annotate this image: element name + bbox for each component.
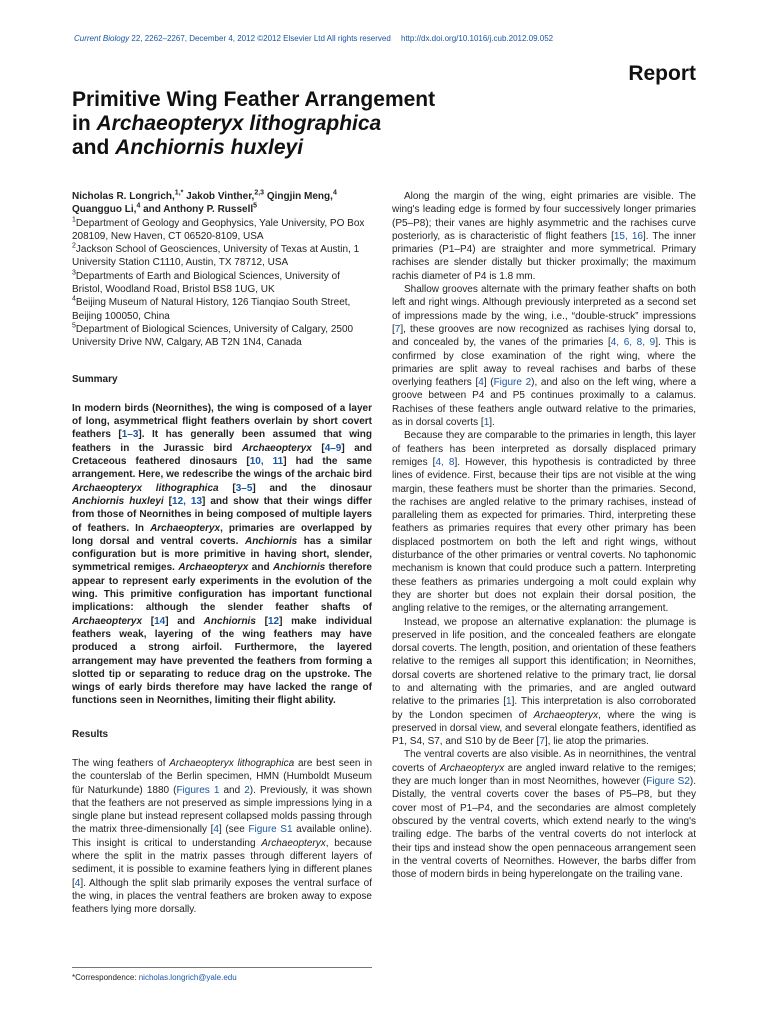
author-list: Nicholas R. Longrich,$^{1,*}$ Jakob Vinther,$^{2,3}$ Qingjin Meng,$^4$ Quangguo Li,$^4$ and Anthony P. Russell$^5$	[72, 189, 337, 216]
ref-link[interactable]: 1–3	[121, 429, 139, 441]
body-paragraph: Instead, we propose an alternative explanation: the plumage is preserved in life position, and the concealed feathers are elongate dorsal coverts. The length, position, and orientation of these feathers relative to the remiges all support this identification; in Neornithes, dorsal coverts are shortened relative to the primary tract, lie dorsal to and alternating with the primaries, and are angled outward relative to the primaries [1]. This interpretation is also corroborated by the London specimen of Archaeopteryx, where the wing is preserved in dorsal view, and several elongate feathers, identified as P1, S4, S7, and S10 by de Beer [7], lie atop the primaries.	[392, 616, 696, 748]
ref-link[interactable]: 7	[394, 323, 401, 335]
email-link[interactable]: nicholas.longrich@yale.edu	[138, 973, 237, 982]
journal-name: Current Biology	[74, 34, 130, 43]
ref-link[interactable]: 14	[154, 615, 166, 627]
right-column	[392, 190, 696, 881]
ref-link[interactable]: 4–9	[324, 442, 342, 454]
summary-paragraph: In modern birds (Neornithes), the wing is composed of a layer of long, asymmetrical flight feathers overlain by short covert feathers [1–3]. It has generally been assumed that wing feathers in the Jurassic bird Archaeopteryx [4–9] and Cretaceous feathered dinosaurs [10, 11] had the same arrangement. Here, we redescribe the wings of the archaic bird Archaeopteryx lithographica [3–5] and the dinosaur Anchiornis huxleyi [12, 13] and show that their wings differ from those of Neornithes in being composed of multiple layers of feathers. In Archaeopteryx, primaries are overlapped by long dorsal and ventral coverts. Anchiornis has a similar configuration but is more primitive in having short, slender, symmetrical remiges. Archaeopteryx and Anchiornis therefore appear to represent early experiments in the evolution of the wing. This primitive configuration has important functional implications: although the slender feather shafts of Archaeopteryx [14] and Anchiornis [12] make individual feathers weak, layering of the wing feathers may have produced a strong airfoil. Furthermore, the layered arrangement may have prevented the feathers from forming a slotted tip or separating to reduce drag on the upstroke. The wings of early birds therefore may have lacked the range of functions seen in Neornithes, limiting their flight ability.	[72, 402, 373, 707]
ref-link[interactable]: 7	[539, 736, 545, 748]
affiliation-2: $^2$Jackson School of Geosciences, University of Texas at Austin, 1 University Station C1110, Austin, TX 78712, USA	[72, 242, 360, 269]
body-paragraph: Shallow grooves alternate with the primary feather shafts on both left and right wings. Although previously interpreted as a second set of impressions made by the wing, i.e., “double-struck” impressions [7], these grooves are now recognized as rachises lying dorsal to, and concealed by, the vanes of the primaries [4, 6, 8, 9]. This is confirmed by close examination of the right wing, where the primaries are split away to reveal rachises and barbs of these overlying feathers [4] (Figure 2), and also on the left wing, where a groove between P4 and P5 continues proximally to a calamus. Rachises of these feathers angle outward relative to the primaries, as in dorsal coverts [1].	[392, 284, 697, 429]
ref-link[interactable]: 4	[478, 377, 484, 389]
affiliation-1: $^1$Department of Geology and Geophysics, Yale University, PO Box 208109, New Haven, CT 06520-8109, USA	[72, 216, 365, 242]
results-paragraph: The wing feathers of Archaeopteryx lithographica are best seen in the counterslab of the Berlin specimen, HMN (Humboldt Museum für Naturkunde) 1880 (Figures 1 and 2). Previously, it was shown that the feathers are not preserved as simple impressions lying in a single plane but instead represent collapsed molds passing through the matrix three-dimensionally [4] (see Figure S1 available online). This insight is critical to understanding Archaeopteryx, because where the split in the matrix passes through different layers of sediment, it is possible to examine feathers lying in different planes [4]. Although the split slab primarily exposes the ventral surface of the wing, in places the ventral feathers are broken away to expose feathers lying more dorsally.	[72, 757, 373, 916]
ref-link[interactable]: 12	[267, 615, 280, 627]
footnote-label: *Correspondence:	[72, 973, 139, 982]
figure-link[interactable]: Figure 2	[493, 377, 532, 389]
affiliations	[72, 217, 372, 350]
ref-link[interactable]: 3–5	[235, 482, 253, 494]
ref-link[interactable]: 1	[483, 417, 490, 429]
ref-link[interactable]: 4, 6, 8, 9	[610, 337, 656, 349]
affiliation-4: $^4$Beijing Museum of Natural History, 126 Tianqiao South Street, Beijing 100050, China	[72, 296, 351, 322]
figure-link[interactable]: Figure S2	[646, 776, 690, 788]
figure-link[interactable]: Figures 1	[176, 784, 220, 796]
ref-link[interactable]: 10, 11	[249, 456, 284, 468]
section-label: Report	[628, 62, 696, 85]
title-line-1: Primitive Wing Feather Arrangement	[72, 88, 436, 111]
title-line-3: and Anchiornis huxleyi	[72, 136, 304, 159]
ref-link[interactable]: 4	[74, 877, 81, 889]
correspondence-footnote	[72, 967, 372, 982]
ref-link[interactable]: 12, 13	[172, 495, 203, 507]
left-column	[72, 190, 372, 917]
ref-link[interactable]: 4, 8	[435, 456, 455, 468]
article-title	[72, 88, 532, 160]
citation-text: 22, 2262–2267, December 4, 2012 ©2012 Elsevier Ltd All rights reserved	[131, 34, 391, 43]
figure-link[interactable]: 2	[244, 784, 250, 796]
figure-link[interactable]: Figure S1	[248, 824, 293, 836]
body-paragraph: Because they are comparable to the primaries in length, this layer of feathers has been interpreted as dorsally displaced primary remiges [4, 8]. However, this hypothesis is contradicted by three lines of evidence. First, because their tips are not visible at the wing margin, these feathers must be shorter than the primaries. Second, the rachises are angled relative to the primary rachises, instead of paralleling them as expected for primaries. Third, interpreting these feathers as primaries requires that every other primary has been displaced postmortem on both the left and right wings, without disturbance of the other primaries or ventral coverts. No taphonomic mechanism is known that could produce such a pattern. Interpreting these feathers as primaries undergoing a molt could explain why they are shorter but does not explain their dorsal position, the angling relative to the remiges, or the alternating arrangement.	[392, 430, 696, 615]
body-paragraph: Along the margin of the wing, eight primaries are visible. The wing's leading edge is formed by four successively longer primaries (P5–P8); their vanes are highly asymmetric and the rachises curve posteriorly, as is characteristic of flight feathers [15, 16]. The inner primaries (P1–P4) are straighter and more symmetrical. Primary rachises are slender distally but thicker proximally; the maximum rachis diameter of P4 is 1.8 mm.	[392, 191, 696, 282]
title-line-2: in Archaeopteryx lithographica	[72, 112, 382, 135]
body-paragraph: The ventral coverts are also visible. As in neornithines, the ventral coverts of Archaeopteryx are angled inward relative to the remiges; they are much longer than in most Neornithes, however (Figure S2). Distally, the ventral coverts cover the bases of P5–P8, but they cover most of P1–P4, and the secondaries are almost completely obscured by the ventral coverts, which extend nearly to the wing's trailing edge. The barbs of the ventral coverts do not interlock at their tips and instead show the open pennaceous arrangement seen in the ventral coverts of Neornithes. However, the barbs differ from those of modern birds in being hyperelongate on the trailing vane.	[392, 749, 697, 881]
results-heading: Results	[72, 728, 109, 740]
affiliation-5: $^5$Department of Biological Sciences, University of Calgary, 2500 University Drive NW, Calgary, AB T2N 1N4, Canada	[72, 322, 354, 349]
ref-link[interactable]: 4	[213, 824, 219, 836]
summary-heading: Summary	[72, 373, 118, 385]
ref-link[interactable]: 15, 16	[613, 230, 643, 242]
doi-link[interactable]: http://dx.doi.org/10.1016/j.cub.2012.09.052	[401, 34, 554, 43]
affiliation-3: $^3$Departments of Earth and Biological Sciences, University of Bristol, Woodland Road, Bristol BS8 1UG, UK	[72, 269, 340, 296]
journal-citation-line	[74, 34, 553, 43]
ref-link[interactable]: 1	[506, 696, 512, 708]
